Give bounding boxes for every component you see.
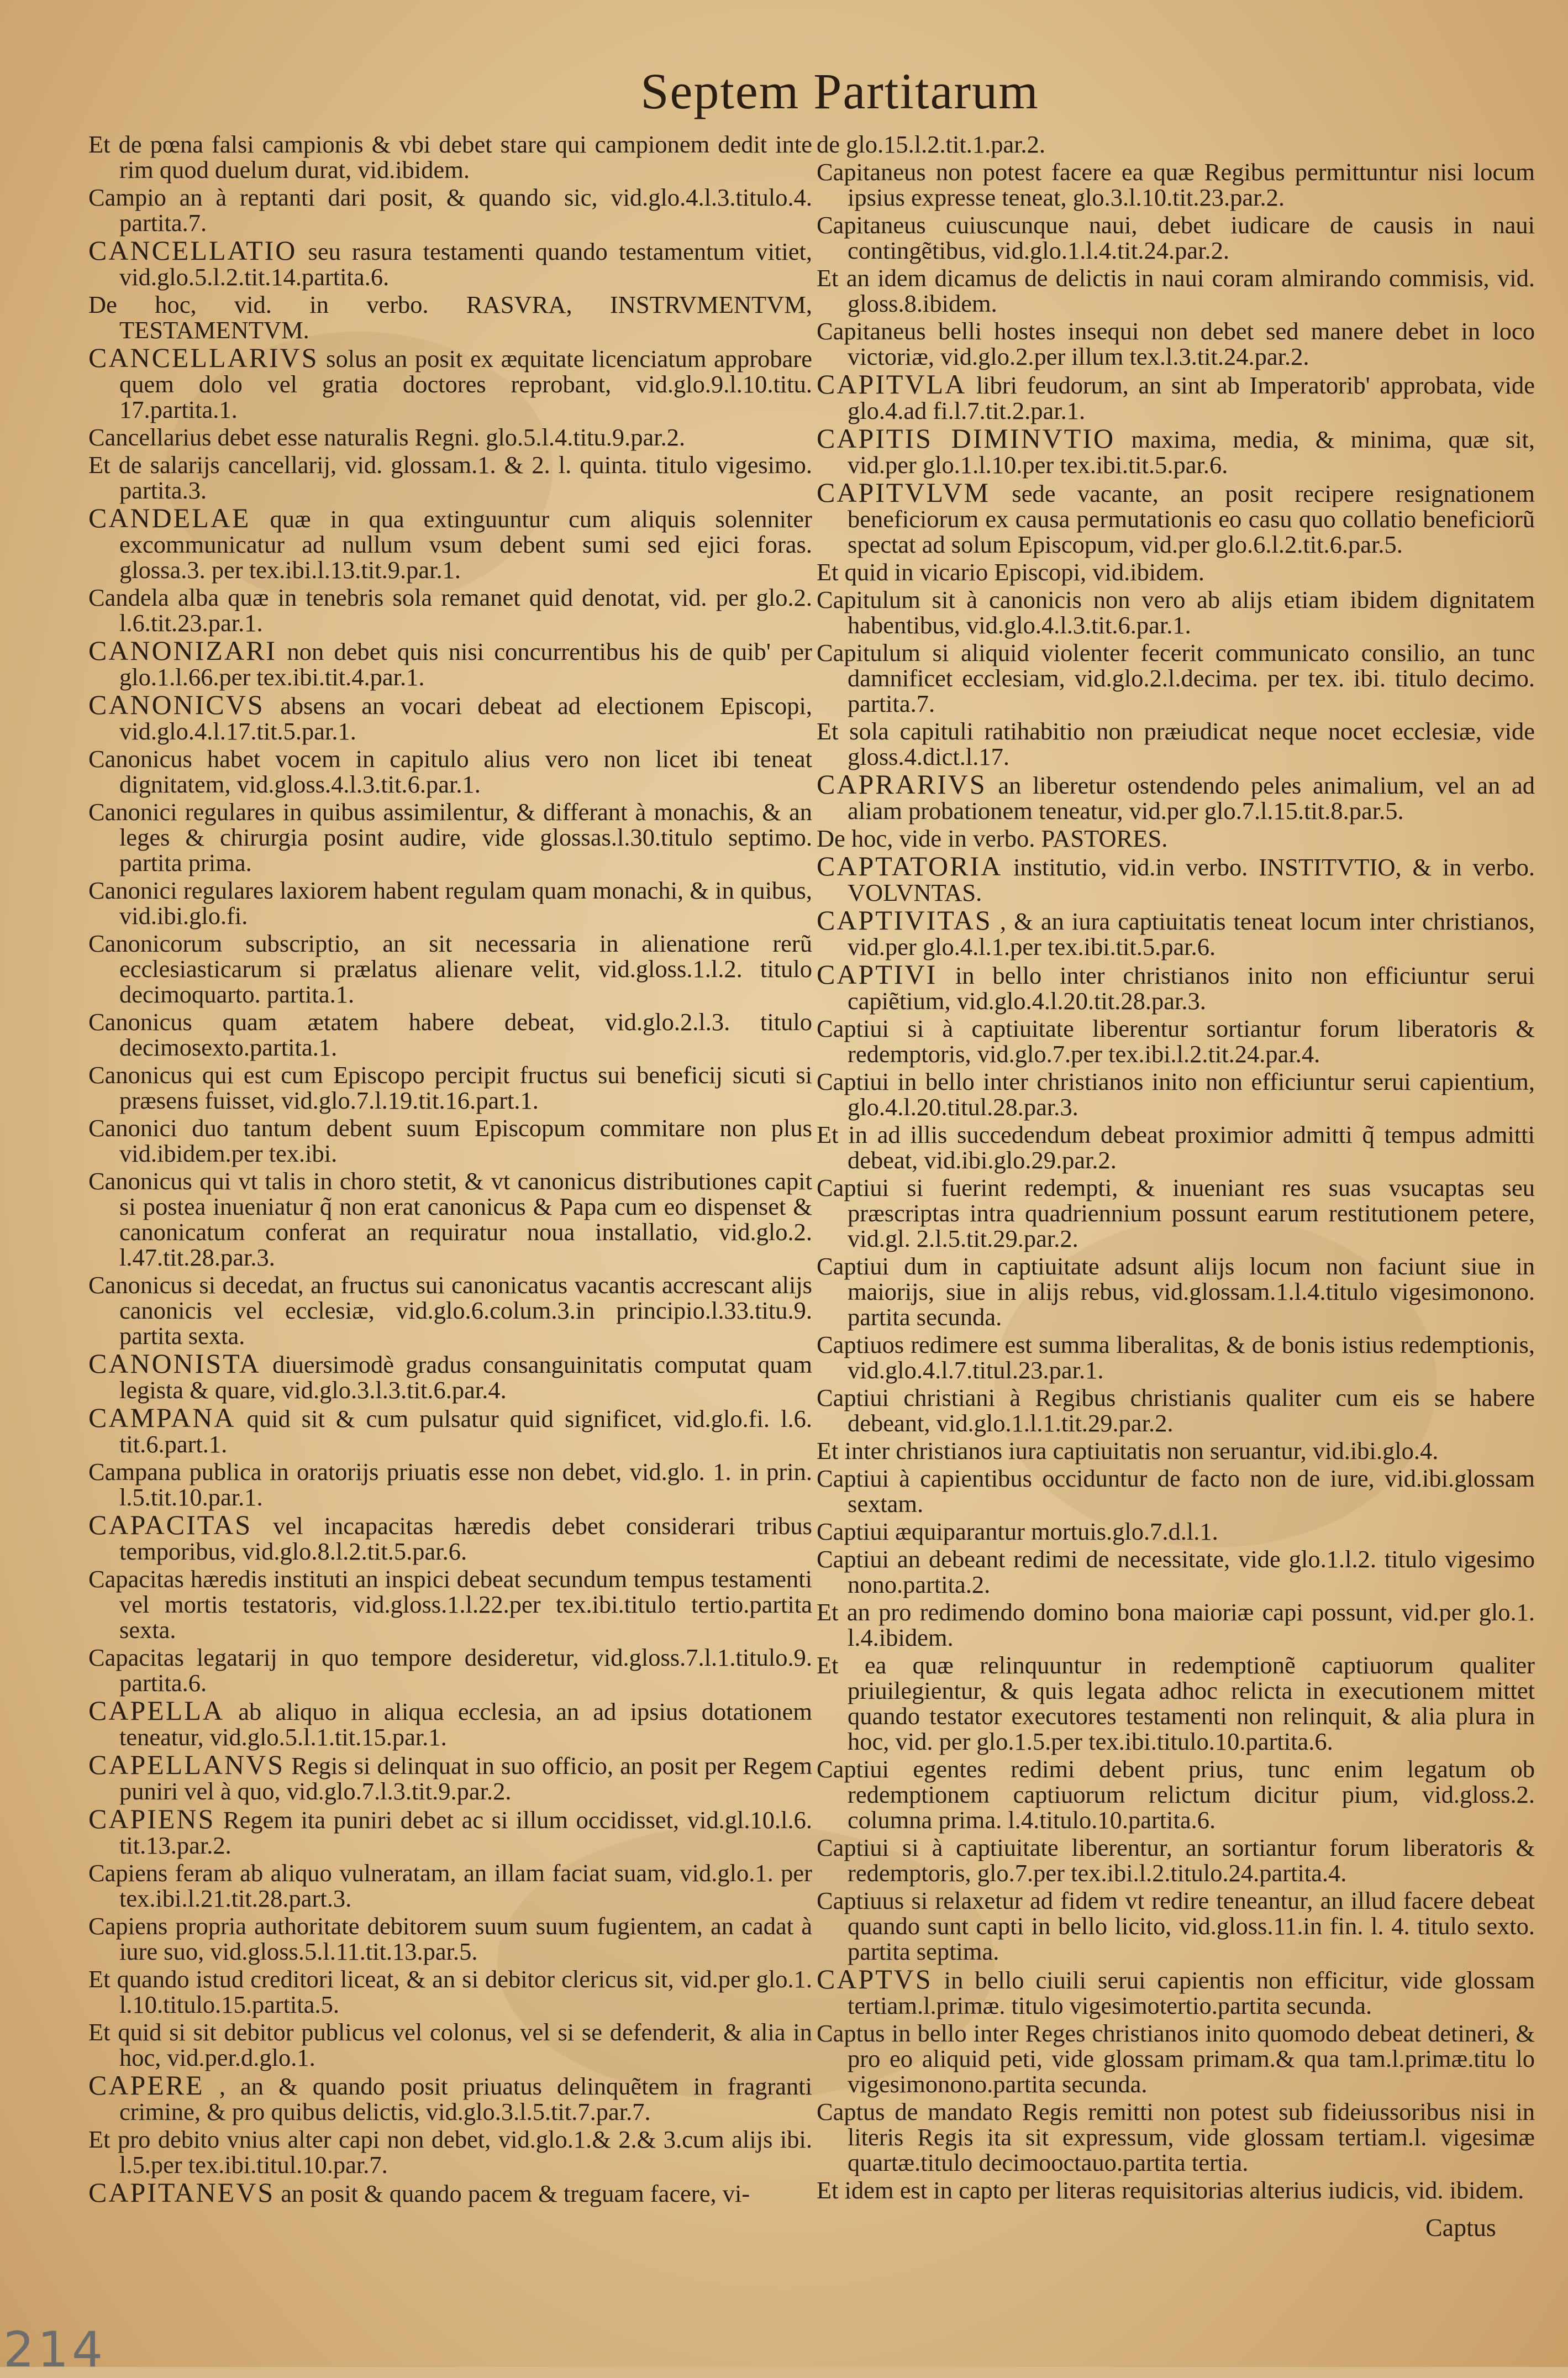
index-entry — [817, 1175, 1535, 1251]
index-entry — [817, 559, 1535, 585]
entry-text: Captiui an debeant redimi de necessitate, vide glo.1.l.2. titulo vigesimo nono.partita.2. — [817, 1545, 1535, 1598]
entry-text: Captiui à capientibus occiduntur de facto non de iure, vid.ibi.glossam sextam. — [817, 1464, 1535, 1518]
right-column — [817, 132, 1535, 2205]
index-entry — [88, 1645, 812, 1695]
index-entry — [88, 2019, 812, 2070]
entry-text: Regem ita puniri debet ac si illum occidisset, vid.gl.10.l.6. tit.13.par.2. — [119, 1806, 812, 1859]
handwritten-page-number: 214 — [3, 2321, 106, 2378]
index-entry — [88, 1860, 812, 1911]
entry-keyword: CAPTATORIA — [817, 851, 1003, 881]
index-entry — [817, 2177, 1535, 2203]
entry-text: Capitulum si aliquid violenter fecerit communicato consilio, an tunc damnificet ecclesiam, vid.glo.2.l.decima. per tex. ibi. titulo decimo. partita.7. — [817, 639, 1535, 717]
index-entry — [817, 1122, 1535, 1173]
index-entry — [817, 1332, 1535, 1383]
entry-text: Et in ad illis succedendum debeat proximior admitti q̃ tempus admitti debeat, vid.ibi.glo.29.par.2. — [817, 1121, 1535, 1174]
entry-text: in bello inter christianos inito non efficiuntur serui capiẽtium, vid.glo.4.l.20.tit.28.par.3. — [848, 962, 1535, 1015]
index-entry — [817, 1835, 1535, 1886]
index-entry — [817, 1756, 1535, 1833]
entry-keyword: CAPELLA — [88, 1695, 224, 1726]
index-entry — [817, 1438, 1535, 1463]
entry-text: , an & quando posit priuatus delinquẽtem in fragranti crimine, & pro quibus delictis, vid.glo.3.l.5.tit.7.par.7. — [119, 2072, 812, 2125]
entry-text: Capiens propria authoritate debitorem suum suum fugientem, an cadat à iure suo, vid.gloss.5.l.11.tit.13.par.5. — [88, 1912, 812, 1965]
entry-text: Candela alba quæ in tenebris sola remanet quid denotat, vid. per glo.2. l.6.tit.23.par.1. — [88, 584, 812, 637]
entry-text: Capitaneus belli hostes insequi non debet sed manere debet in loco victoriæ, vid.glo.2.per illum tex.l.3.tit.24.par.2. — [817, 317, 1535, 370]
entry-text: Regis si delinquat in suo officio, an posit per Regem puniri vel à quo, vid.glo.7.l.3.tit.9.par.2. — [119, 1752, 812, 1805]
entry-keyword: CAPACITAS — [88, 1509, 252, 1540]
entry-keyword: CANONIZARI — [88, 635, 277, 666]
index-entry — [817, 959, 1535, 1015]
index-entry — [88, 1062, 812, 1113]
entry-text: Et de salarijs cancellarij, vid. glossam.1. & 2. l. quinta. titulo vigesimo. partita.3. — [88, 451, 812, 504]
index-entry — [88, 342, 812, 423]
entry-text: Canonicus si decedat, an fructus sui canonicatus vacantis accrescant alijs canonicis vel ecclesiæ, vid.glo.6.colum.3.in principio.l.33.titu.9. partita sexta. — [88, 1271, 812, 1350]
entry-text: Captus in bello inter Reges christianos inito quomodo debeat detineri, & pro eo aliquid peti, vide glossam primam.& qua tam.l.primæ.titu lo vigesimonono.partita secunda. — [817, 2019, 1535, 2098]
entry-text: Captiui si à captiuitate liberentur sortiantur forum liberatoris & redemptoris, vid.glo.7.per tex.ibi.l.2.tit.24.par.4. — [817, 1015, 1535, 1068]
entry-text: an posit & quando pacem & treguam facere, vi- — [281, 2180, 750, 2207]
entry-keyword: CAPRARIVS — [817, 769, 987, 800]
index-entry — [88, 1566, 812, 1642]
entry-text: Et pro debito vnius alter capi non debet, vid.glo.1.& 2.& 3.cum alijs ibi. l.5.per tex.ibi.titul.10.par.7. — [88, 2125, 812, 2178]
index-entry — [817, 132, 1535, 157]
entry-keyword: CAPTVS — [817, 1964, 933, 1994]
entry-text: Capacitas legatarij in quo tempore desideretur, vid.gloss.7.l.1.titulo.9. partita.6. — [88, 1644, 812, 1697]
index-entry — [88, 1115, 812, 1166]
entry-keyword: CAPTIVITAS — [817, 905, 992, 936]
catchword: Captus — [1425, 2213, 1496, 2241]
entry-text: quid sit & cum pulsatur quid significet, vid.glo.fi. l.6. tit.6.part.1. — [119, 1405, 813, 1458]
entry-text: Canonicorum subscriptio, an sit necessaria in alienatione rerũ ecclesiasticarum si prælatus alienare velit, vid.gloss.1.l.2. titulo decimoquarto. partita.1. — [88, 930, 812, 1008]
index-entry — [88, 1913, 812, 1964]
index-entry — [817, 423, 1535, 479]
index-entry — [88, 1749, 812, 1805]
entry-text: Capitaneus cuiuscunque naui, debet iudicare de causis in naui contingẽtibus, vid.glo.1.l.4.tit.24.par.2. — [817, 211, 1535, 264]
entry-text: Captiui æquiparantur mortuis.glo.7.d.l.1. — [817, 1518, 1218, 1545]
entry-text: non debet quis nisi concurrentibus his de quib' per glo.1.l.66.per tex.ibi.tit.4.par.1. — [119, 638, 813, 691]
index-entry — [817, 1466, 1535, 1516]
index-entry — [817, 1069, 1535, 1120]
index-entry — [817, 587, 1535, 638]
index-entry — [88, 931, 812, 1007]
index-entry — [817, 371, 1535, 423]
entry-text: Captiui christiani à Regibus christianis qualiter cum eis se habere debeant, vid.glo.1.l.1.tit.29.par.2. — [817, 1384, 1535, 1437]
entry-text: Capacitas hæredis instituti an inspici debeat secundum tempus testamenti vel mortis testatoris, vid.gloss.1.l.22.per tex.ibi.titulo tertio.partita sexta. — [88, 1565, 812, 1644]
index-entry — [88, 799, 812, 875]
entry-text: Et de pœna falsi campionis & vbi debet stare qui campionem dedit inte rim quod duelum durat, vid.ibidem. — [88, 130, 812, 183]
entry-keyword: CAPITANEVS — [88, 2177, 275, 2208]
index-entry — [88, 1272, 812, 1348]
index-entry — [817, 826, 1535, 851]
index-entry — [88, 452, 812, 503]
entry-text: Et an pro redimendo domino bona maioriæ capi possunt, vid.per glo.1. l.4.ibidem. — [817, 1598, 1535, 1651]
entry-text: Campana publica in oratorijs priuatis esse non debet, vid.glo. 1. in prin. l.5.tit.10.par.1. — [88, 1458, 812, 1511]
index-entry — [817, 2099, 1535, 2175]
entry-keyword: CAPTIVI — [817, 959, 938, 990]
index-entry — [817, 1385, 1535, 1436]
entry-text: Canonici regulares in quibus assimilentur, & differant à monachis, & an leges & chirurgia posint audire, vide glossas.l.30.titulo septimo. partita prima. — [88, 798, 812, 876]
entry-text: maxima, media, & minima, quæ sit, vid.per glo.1.l.10.per tex.ibi.tit.5.par.6. — [848, 426, 1535, 479]
index-entry — [817, 212, 1535, 263]
entry-text: Canonicus quam ætatem habere debeat, vid.glo.2.l.3. titulo decimosexto.partita.1. — [88, 1008, 812, 1061]
entry-text: Captiuos redimere est summa liberalitas, & de bonis istius redemptionis, vid.glo.4.l.7.titul.23.par.1. — [817, 1331, 1535, 1384]
entry-keyword: CAPITVLA — [817, 369, 967, 400]
index-entry — [88, 2127, 812, 2177]
entry-keyword: CANCELLATIO — [88, 235, 297, 266]
index-entry — [817, 1966, 1535, 2018]
entry-text: quæ in qua extinguuntur cum aliquis solenniter excommunicatur ad nullum vsum debent sumi sed ejici foras. glossa.3. per tex.ibi.l.13.tit.9.par.1. — [119, 505, 813, 584]
index-entry — [88, 1803, 812, 1859]
entry-text: Campio an à reptanti dari posit, & quando sic, vid.glo.4.l.3.titulo.4. partita.7. — [88, 183, 812, 237]
index-entry — [817, 907, 1535, 959]
index-entry — [817, 1546, 1535, 1597]
index-entry — [817, 2020, 1535, 2097]
entry-text: Canonicus qui est cum Episcopo percipit fructus sui beneficij sicuti si præsens fuisset, vid.glo.7.l.19.tit.16.part.1. — [88, 1061, 812, 1114]
entry-text: Et quid in vicario Episcopi, vid.ibidem. — [817, 558, 1205, 586]
running-header: Septem Partitarum — [640, 63, 1039, 119]
index-entry — [817, 1652, 1535, 1754]
entry-text: seu rasura testamenti quando testamentum vitiet, vid.glo.5.l.2.tit.14.partita.6. — [119, 238, 813, 291]
entry-text: Et an idem dicamus de delictis in naui coram almirando commisis, vid. gloss.8.ibidem. — [817, 264, 1535, 317]
index-entry — [88, 746, 812, 797]
entry-text: Captiui si à captiuitate liberentur, an sortiantur forum liberatoris & redemptoris, glo.7.per tex.ibi.l.2.titulo.24.partita.4. — [817, 1834, 1535, 1887]
entry-text: Capitaneus non potest facere ea quæ Regibus permittuntur nisi locum ipsius expresse teneat, glo.3.l.10.tit.23.par.2. — [817, 158, 1535, 211]
index-entry — [817, 640, 1535, 716]
index-entry — [817, 318, 1535, 369]
entry-text: Et sola capituli ratihabitio non præiudicat neque nocet ecclesiæ, vide gloss.4.dict.l.17. — [817, 717, 1535, 770]
entry-text: libri feudorum, an sint ab Imperatorib' approbata, vide glo.4.ad fi.l.7.tit.2.par.1. — [848, 371, 1535, 424]
index-entry — [817, 159, 1535, 210]
index-entry — [88, 2072, 812, 2124]
index-entry — [88, 235, 813, 291]
entry-text: Capitulum sit à canonicis non vero ab alijs etiam ibidem dignitatem habentibus, vid.glo.4.l.3.tit.6.par.1. — [817, 586, 1535, 639]
entry-keyword: CAPIENS — [88, 1803, 215, 1834]
index-entry — [817, 1599, 1535, 1650]
entry-text: Captus de mandato Regis remitti non potest sub fideiussoribus nisi in literis Regis ita sit expressum, vide glossam tertiam.l. vigesimæ quartæ.titulo decimooctauo.partita tertia. — [817, 2098, 1535, 2176]
entry-text: Captiuus si relaxetur ad fidem vt redire teneantur, an illud facere debeat quando sunt capti in bello licito, vid.gloss.11.in fin. l. 4. titulo sexto. partita septima. — [817, 1887, 1535, 1965]
index-entry — [88, 2177, 812, 2208]
index-entry — [88, 502, 813, 584]
index-entry — [817, 477, 1535, 558]
entry-text: Et quando istud creditori liceat, & an si debitor clericus sit, vid.per glo.1. l.10.titulo.15.partita.5. — [88, 1965, 812, 2018]
index-entry — [817, 1519, 1535, 1544]
index-entry — [88, 424, 812, 450]
entry-text: , & an iura captiuitatis teneat locum inter christianos, vid.per glo.4.l.1.per tex.ibi.tit.5.par.6. — [848, 907, 1535, 960]
entry-keyword: CAPITIS DIMINVTIO — [817, 423, 1116, 454]
index-entry — [88, 585, 812, 636]
entry-text: Capiens feram ab aliquo vulneratam, an illam faciat suam, vid.glo.1. per tex.ibi.l.21.tit.28.part.3. — [88, 1859, 812, 1912]
entry-keyword: CAPITVLVM — [817, 477, 991, 508]
index-entry — [88, 1966, 812, 2017]
entry-keyword: CANONISTA — [88, 1348, 261, 1379]
index-entry — [817, 718, 1535, 769]
index-entry — [88, 1348, 812, 1404]
entry-text: Captiui in bello inter christianos inito non efficiuntur serui capientium, glo.4.l.20.titul.28.par.3. — [817, 1068, 1535, 1121]
entry-text: Cancellarius debet esse naturalis Regni. glo.5.l.4.titu.9.par.2. — [88, 423, 686, 451]
index-entry — [88, 1459, 812, 1510]
entry-keyword: CAMPANA — [88, 1402, 236, 1433]
entry-text: vel incapacitas hæredis debet considerari tribus temporibus, vid.glo.8.l.2.tit.5.par.6. — [119, 1512, 812, 1565]
index-entry — [817, 1016, 1535, 1067]
index-entry — [88, 1509, 812, 1565]
entry-text: an liberetur ostendendo peles animalium, vel an ad aliam probationem teneatur, vid.per glo.7.l.15.tit.8.par.5. — [848, 771, 1535, 825]
index-entry — [88, 292, 812, 343]
index-entry — [88, 1168, 812, 1270]
index-entry — [817, 1253, 1535, 1330]
entry-text: Et quid si sit debitor publicus vel colonus, vel si se defenderit, & alia in hoc, vid.per.d.glo.1. — [88, 2018, 812, 2071]
entry-keyword: CAPELLANVS — [88, 1749, 285, 1780]
entry-text: in bello ciuili serui capientis non efficitur, vide glossam tertiam.l.primæ. titulo vigesimotertio.partita secunda. — [848, 1966, 1535, 2019]
entry-keyword: CAPERE — [88, 2070, 204, 2101]
index-entry — [88, 878, 812, 928]
index-entry — [88, 1402, 813, 1458]
entry-keyword: CANDELAE — [88, 502, 251, 533]
entry-text: Et ea quæ relinquuntur in redemptionẽ captiuorum qualiter priuilegientur, & quis legata adhoc relicta in executionem mittet quando testator executores testamenti non relinquit, & alia plura in hoc, vid. per glo.1.5.per tex.ibi.titulo.10.partita.6. — [817, 1651, 1535, 1755]
entry-text: sede vacante, an posit recipere resignationem beneficiorum ex causa permutationis eo casu quo collatio beneficiorũ spectat ad solum Episcopum, vid.per glo.6.l.2.tit.6.par.5. — [848, 480, 1535, 558]
entry-text: ab aliquo in aliqua ecclesia, an ad ipsius dotationem teneatur, vid.glo.5.l.1.tit.15.par.1. — [119, 1698, 813, 1751]
index-entry — [817, 265, 1535, 316]
index-entry — [88, 635, 813, 691]
index-entry — [88, 1009, 812, 1060]
entry-text: solus an posit ex æquitate licenciatum approbare quem dolo vel gratia doctores reprobant, vid.glo.9.l.10.titu. 17.partita.1. — [119, 345, 812, 423]
entry-keyword: CANCELLARIVS — [88, 342, 319, 373]
entry-text: de glo.15.l.2.tit.1.par.2. — [817, 130, 1046, 158]
index-entry — [817, 1888, 1535, 1964]
entry-text: De hoc, vide in verbo. PASTORES. — [817, 825, 1168, 852]
entry-text: diuersimodè gradus consanguinitatis computat quam legista & quare, vid.glo.3.l.3.tit.6.par.4. — [119, 1351, 812, 1404]
index-entry — [817, 771, 1535, 823]
index-entry — [817, 853, 1535, 905]
index-entry — [88, 1695, 813, 1751]
entry-text: institutio, vid.in verbo. INSTITVTIO, & in verbo. VOLVNTAS. — [848, 853, 1535, 906]
index-entry — [88, 132, 812, 182]
entry-text: Canonici regulares laxiorem habent regulam quam monachi, & in quibus, vid.ibi.glo.fi. — [88, 876, 812, 930]
entry-text: Captiui egentes redimi debent prius, tunc enim legatum ob redemptionem captiuorum relictum dicitur pium, vid.gloss.2. columna prima. l.4.titulo.10.partita.6. — [817, 1755, 1535, 1834]
entry-text: Canonici duo tantum debent suum Episcopum commitare non plus vid.ibidem.per tex.ibi. — [88, 1114, 812, 1167]
entry-text: De hoc, vid. in verbo. RASVRA, INSTRVMENTVM, TESTAMENTVM. — [88, 291, 812, 344]
entry-text: Et idem est in capto per literas requisitorias alterius iudicis, vid. ibidem. — [817, 2176, 1524, 2204]
index-entry — [88, 185, 812, 235]
entry-text: Et inter christianos iura captiuitatis non seruantur, vid.ibi.glo.4. — [817, 1437, 1439, 1464]
left-column — [88, 132, 812, 2208]
entry-text: Captiui dum in captiuitate adsunt alijs locum non faciunt siue in maiorijs, siue in alijs rebus, vid.glossam.1.l.4.titulo vigesimonono. partita secunda. — [817, 1252, 1535, 1331]
entry-text: Captiui si fuerint redempti, & inueniant res suas vsucaptas seu præscriptas intra quadriennium possunt earum restitutionem petere, vid.gl. 2.l.5.tit.29.par.2. — [817, 1174, 1535, 1252]
entry-text: Canonicus qui vt talis in choro stetit, & vt canonicus distributiones capit si postea inueniatur q̃ non erat canonicus & Papa cum eo dispenset & canonicatum conferat an requiratur noua installatio, vid.glo.2. l.47.tit.28.par.3. — [88, 1167, 812, 1271]
entry-text: Canonicus habet vocem in capitulo alius vero non licet ibi teneat dignitatem, vid.gloss.4.l.3.tit.6.par.1. — [88, 745, 812, 798]
entry-keyword: CANONICVS — [88, 689, 265, 720]
index-entry — [88, 689, 812, 745]
entry-text: absens an vocari debeat ad electionem Episcopi, vid.glo.4.l.17.tit.5.par.1. — [119, 692, 812, 745]
